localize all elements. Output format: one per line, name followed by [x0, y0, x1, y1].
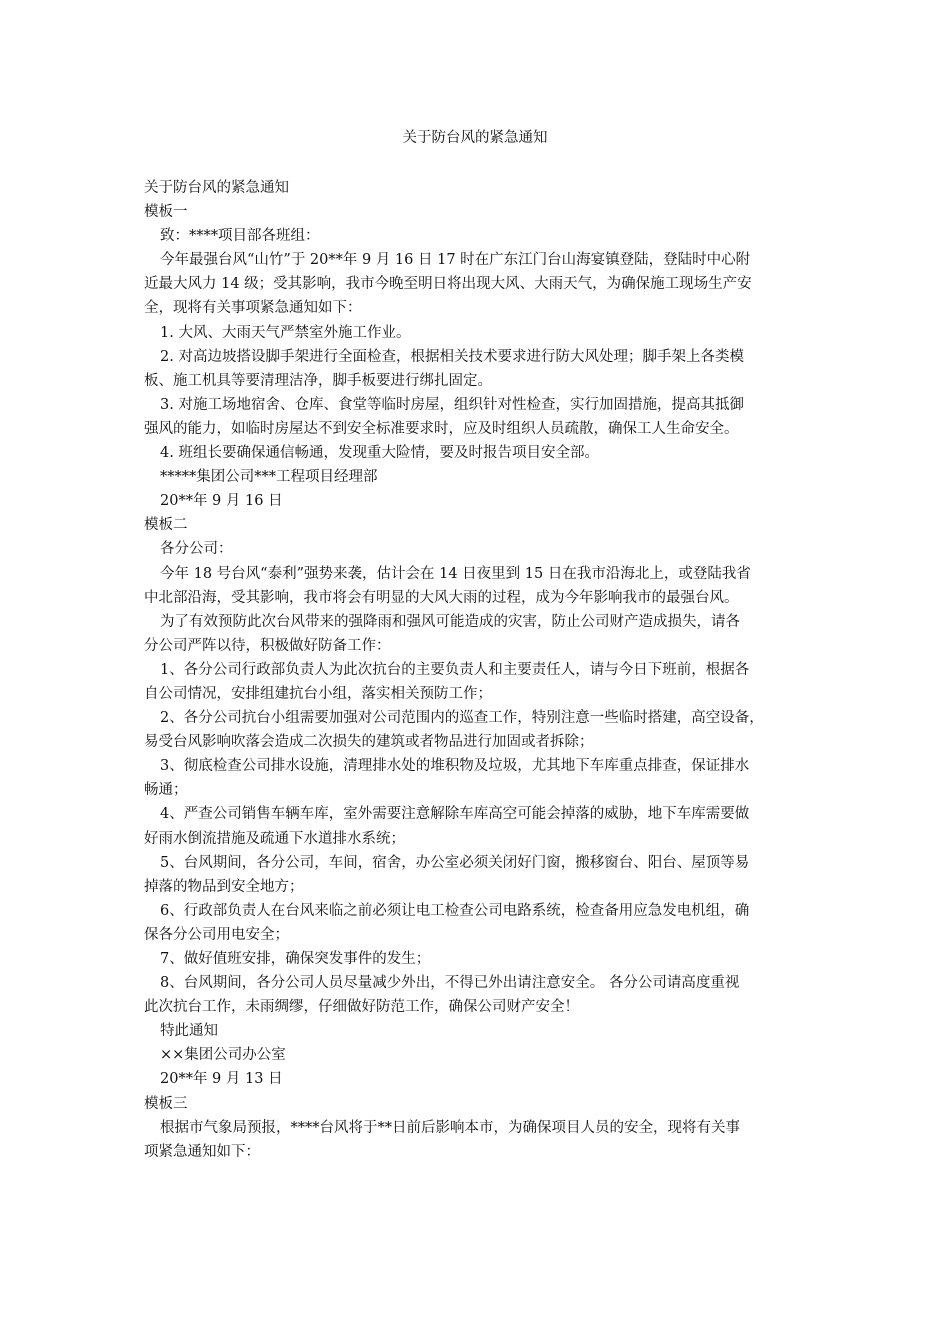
text-line: ××集团公司办公室 [160, 1047, 286, 1064]
text-line: 今年最强台风“山竹”于 20**年 9 月 16 日 17 时在广东江门台山海宴镇登陆，登陆时中心附 [160, 252, 751, 269]
text-line: 3. 对施工场地宿舍、仓库、食堂等临时房屋，组织针对性检查，实行加固措施，提高其抵御 [160, 396, 744, 413]
text-line: 模板二 [144, 517, 188, 534]
text-line: 1、各分公司行政部负责人为此次抗台的主要负责人和主要责任人，请与今日下班前，根据各 [160, 661, 750, 678]
text-line: 20**年 9 月 16 日 [160, 493, 283, 510]
text-line: *****集团公司***工程项目经理部 [160, 469, 378, 486]
text-line: 好雨水倒流措施及疏通下水道排水系统； [144, 830, 405, 847]
text-line: 2. 对高边坡搭设脚手架进行全面检查，根据相关技术要求进行防大风处理；脚手架上各类模 [160, 348, 744, 365]
text-line: 保各分公司用电安全； [144, 926, 289, 943]
text-line: 1. 大风、大雨天气严禁室外施工作业。 [160, 324, 411, 341]
text-line: 分公司严阵以待，积极做好防备工作： [144, 637, 391, 654]
document-body [144, 176, 814, 1164]
text-line: 今年 18 号台风“泰利”强势来袭，估计会在 14 日夜里到 15 日在我市沿海北上，或登陆我省 [160, 565, 751, 582]
text-line: 5、台风期间，各分公司，车间，宿舍，办公室必须关闭好门窗，搬移窗台、阳台、屋顶等易 [160, 854, 750, 871]
text-line: 中北部沿海，受其影响，我市将会有明显的大风大雨的过程，成为今年影响我市的最强台风。 [144, 589, 739, 606]
text-line: 4、严查公司销售车辆车库，室外需要注意解除车库高空可能会掉落的威胁，地下车库需要做 [160, 806, 750, 823]
text-line: 特此通知 [160, 1023, 218, 1040]
text-line: 畅通； [144, 782, 188, 799]
document-title: 关于防台风的紧急通知 [402, 130, 548, 146]
text-line: 6、行政部负责人在台风来临之前必须让电工检查公司电路系统，检查备用应急发电机组，确 [160, 902, 750, 919]
text-line: 7、做好值班安排，确保突发事件的发生； [160, 951, 431, 967]
text-line: 此次抗台工作，未雨绸缪，仔细做好防范工作，确保公司财产安全！ [144, 999, 579, 1016]
text-line: 强风的能力，如临时房屋达不到安全标准要求时，应及时组织人员疏散，确保工人生命安全。 [144, 420, 739, 437]
text-line: 模板一 [144, 204, 188, 221]
text-line: 4. 班组长要确保通信畅通，发现重大险情，要及时报告项目安全部。 [160, 445, 599, 462]
text-line: 8、台风期间，各分公司人员尽量减少外出，不得已外出请注意安全。 各分公司请高度重视 [160, 975, 740, 992]
text-line: 为了有效预防此次台风带来的强降雨和强风可能造成的灾害，防止公司财产造成损失，请各 [160, 613, 740, 630]
text-line: 根据市气象局预报，****台风将于**日前后影响本市，为确保项目人员的安全，现将有关事 [160, 1119, 740, 1136]
text-line: 全，现将有关事项紧急通知如下： [144, 300, 362, 317]
text-line: 3、彻底检查公司排水设施，清理排水处的堆积物及垃圾，尤其地下车库重点排查，保证排水 [160, 758, 750, 775]
text-line: 模板三 [144, 1095, 188, 1112]
text-line: 板、施工机具等要清理洁净，脚手板要进行绑扎固定。 [144, 372, 492, 389]
text-line: 近最大风力 14 级；受其影响，我市今晚至明日将出现大风、大雨天气，为确保施工现场生产安 [144, 276, 752, 293]
text-line: 2、各分公司抗台小组需要加强对公司范围内的巡查工作，特别注意一些临时搭建，高空设备， [160, 710, 764, 727]
text-line: 各分公司： [160, 541, 233, 558]
text-line: 致：****项目部各班组： [160, 228, 320, 245]
text-line: 20**年 9 月 13 日 [160, 1071, 283, 1088]
text-line: 掉落的物品到安全地方； [144, 878, 304, 895]
text-line: 关于防台风的紧急通知 [144, 180, 289, 196]
text-line: 项紧急通知如下： [144, 1143, 260, 1160]
text-line: 自公司情况，安排组建抗台小组，落实相关预防工作； [144, 685, 492, 702]
text-line: 易受台风影响吹落会造成二次损失的建筑或者物品进行加固或者拆除； [144, 734, 594, 751]
